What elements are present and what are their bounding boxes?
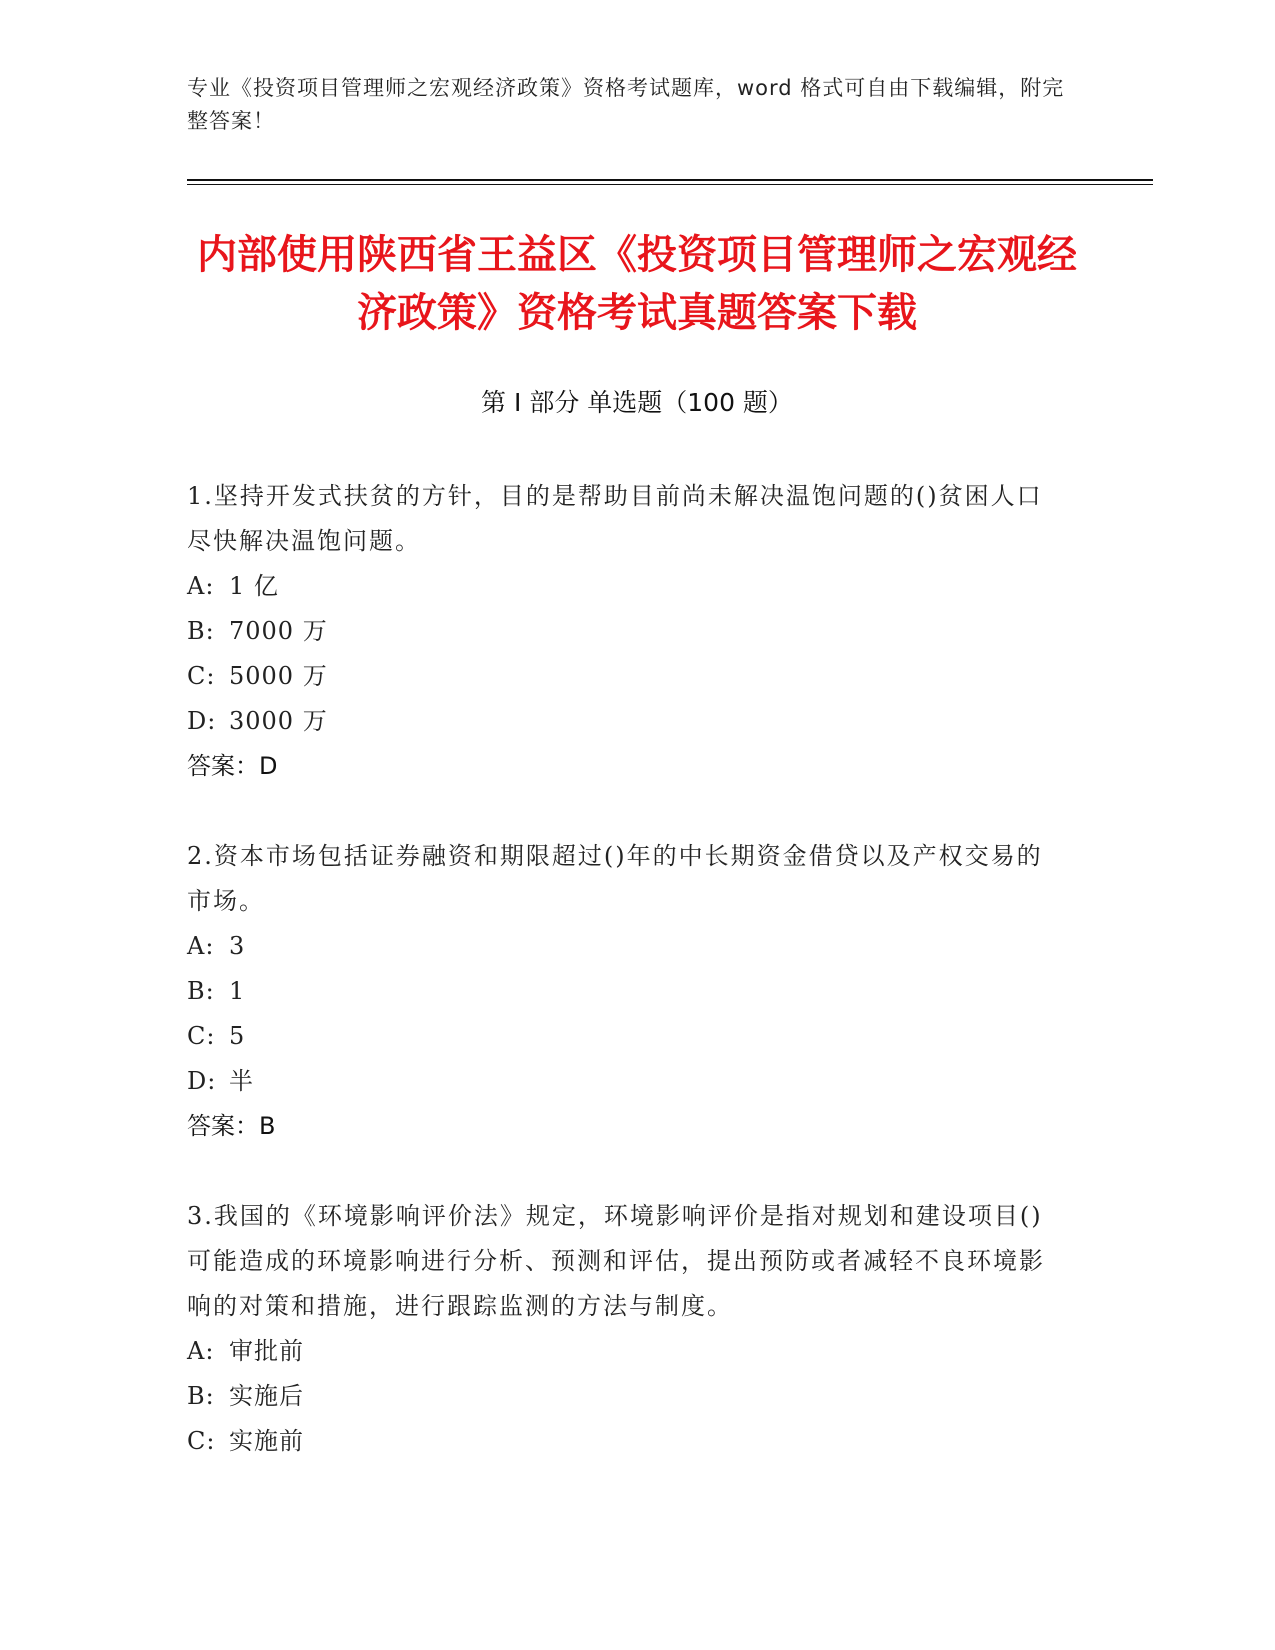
question-1 bbox=[187, 474, 1067, 789]
question-2 bbox=[187, 834, 1067, 1149]
option-text: 审批前 bbox=[229, 1337, 304, 1365]
option-text: 实施前 bbox=[229, 1427, 304, 1455]
option-key: A: bbox=[187, 1337, 215, 1365]
option-c bbox=[187, 654, 1067, 699]
option-d bbox=[187, 699, 1067, 744]
option-b bbox=[187, 1374, 1067, 1419]
header-divider-thick bbox=[187, 179, 1153, 181]
option-text: 5000 万 bbox=[229, 662, 328, 690]
option-key: D: bbox=[187, 1067, 217, 1095]
option-text: 1 bbox=[229, 977, 246, 1005]
option-key: A: bbox=[187, 572, 215, 600]
option-key: B: bbox=[187, 617, 215, 645]
option-key: A: bbox=[187, 932, 215, 960]
option-a bbox=[187, 924, 1067, 969]
option-key: C: bbox=[187, 662, 216, 690]
question-stem: 2.资本市场包括证券融资和期限超过()年的中长期资金借贷以及产权交易的市场。 bbox=[187, 842, 1043, 915]
option-text: 实施后 bbox=[229, 1382, 304, 1410]
option-a bbox=[187, 1329, 1067, 1374]
question-3 bbox=[187, 1194, 1067, 1464]
option-key: B: bbox=[187, 1382, 215, 1410]
option-key: B: bbox=[187, 977, 215, 1005]
option-c bbox=[187, 1419, 1067, 1464]
option-key: C: bbox=[187, 1022, 216, 1050]
option-b bbox=[187, 609, 1067, 654]
question-stem: 3.我国的《环境影响评价法》规定，环境影响评价是指对规划和建设项目()可能造成的环境影响进行分析、预测和评估，提出预防或者减轻不良环境影响的对策和措施，进行跟踪监测的方法与制度。 bbox=[187, 1202, 1045, 1320]
option-text: 1 亿 bbox=[229, 572, 279, 600]
answer-line: 答案：B bbox=[187, 1112, 276, 1140]
header-note: 专业《投资项目管理师之宏观经济政策》资格考试题库，word 格式可自由下载编辑，附完整答案！ bbox=[187, 76, 1065, 133]
document-title: 内部使用陕西省王益区《投资项目管理师之宏观经济政策》资格考试真题答案下载 bbox=[197, 232, 1077, 336]
answer-line: 答案：D bbox=[187, 752, 278, 780]
option-text: 半 bbox=[229, 1067, 254, 1095]
section-heading: 第 I 部分 单选题（100 题） bbox=[481, 388, 793, 417]
option-text: 3 bbox=[229, 932, 246, 960]
header-divider-thin bbox=[187, 184, 1153, 185]
question-list bbox=[187, 474, 1067, 1509]
option-d bbox=[187, 1059, 1067, 1104]
option-text: 3000 万 bbox=[229, 707, 328, 735]
option-key: D: bbox=[187, 707, 217, 735]
option-key: C: bbox=[187, 1427, 216, 1455]
option-b bbox=[187, 969, 1067, 1014]
option-text: 7000 万 bbox=[229, 617, 328, 645]
question-stem: 1.坚持开发式扶贫的方针，目的是帮助目前尚未解决温饱问题的()贫困人口尽快解决温饱问题。 bbox=[187, 482, 1043, 555]
option-c bbox=[187, 1014, 1067, 1059]
option-text: 5 bbox=[229, 1022, 246, 1050]
option-a bbox=[187, 564, 1067, 609]
